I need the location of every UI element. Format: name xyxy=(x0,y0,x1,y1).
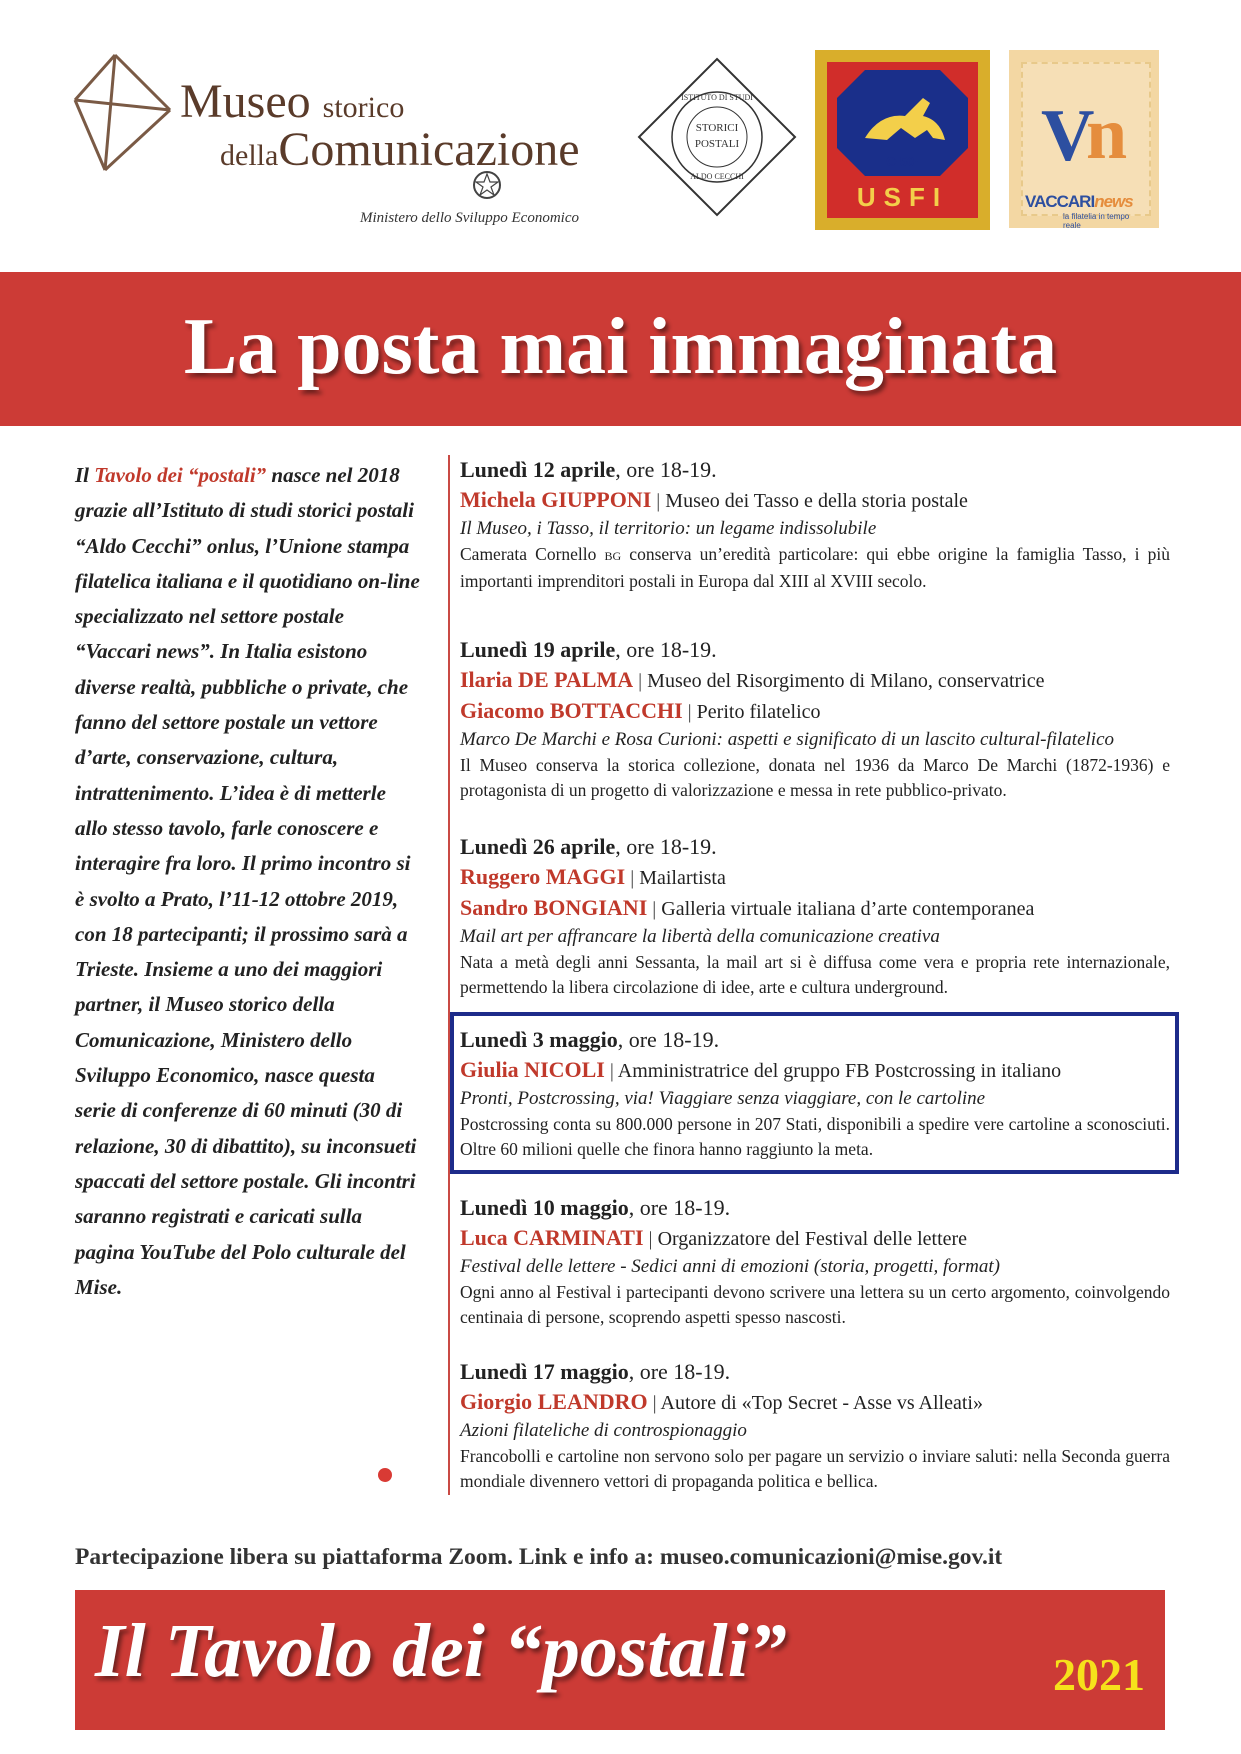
frame-logo-icon xyxy=(70,50,180,180)
svg-text:ALDO CECCHI: ALDO CECCHI xyxy=(690,172,744,181)
header xyxy=(0,0,1241,240)
svg-text:POSTALI: POSTALI xyxy=(694,138,740,150)
museo-name: Museo storico dellaComunicazione xyxy=(180,75,580,176)
intro-highlight: Tavolo dei “postali” xyxy=(94,463,267,487)
year-label: 2021 xyxy=(1053,1649,1145,1700)
bullet-dot-icon xyxy=(378,1468,392,1482)
svg-text:ISTITUTO DI STUDI: ISTITUTO DI STUDI xyxy=(681,93,753,102)
intro-text: Il Tavolo dei “postali” nasce nel 2018 grazie all’Istituto di studi storici postali “Aldo Cecchi” onlus, l’Unione stampa filatelica italiana e il quotidiano on-line specializzato nel settore postale “Vaccari news”. In Italia esistono diverse realtà, pubbliche o private, che fanno del settore postale un vettore d’arte, conservazione, cultura, intrattenimento. L’idea è di metterle allo stesso tavolo, farle conoscere e interagire fra loro. Il primo incontro si è svolto a Prato, l’11-12 ottobre 2019, con 18 partecipanti; il prossimo sarà a Trieste. Insieme a uno dei maggiori partner, il Museo storico della Comunicazione, Ministero dello Sviluppo Economico, nasce questa serie di conferenze di 60 minuti (30 di relazione, 30 di dibattito), su inconsueti spaccati del settore postale. Gli incontri saranno registrati e caricati sulla pagina YouTube del Polo culturale del Mise. xyxy=(75,458,420,1305)
event-item: Lunedì 19 aprile, ore 18-19. Ilaria DE PALMA | Museo del Risorgimento di Milano, conservatrice Giacomo BOTTACCHI | Perito filatelico Marco De Marchi e Rosa Curioni: aspetti e significato di un lascito cultural-filatelico Il Museo conserva la storica collezione, donata nel 1936 da Marco De Marchi (1872-1936) e protagonista di un progetto di valorizzazione e messa in rete pubblico-privato. xyxy=(460,637,1170,800)
istituto-seal-icon xyxy=(637,57,797,217)
event-item: Lunedì 26 aprile, ore 18-19. Ruggero MAGGI | Mailartista Sandro BONGIANI | Galleria virtuale italiana d’arte contemporanea Mail art per affrancare la libertà della comunicazione creativa Nata a metà degli anni Sessanta, la mail art si è diffusa come vera e propria rete internazionale, permettendo la libera circolazione di idee, arte e cultura underground. xyxy=(460,834,1170,997)
usfi-text: USFI xyxy=(856,182,949,212)
vaccari-news-logo: V n VACCARInews la filatelia in tempo reale xyxy=(1009,50,1159,228)
highlight-box xyxy=(450,1012,1179,1174)
svg-text:STORICI: STORICI xyxy=(695,122,739,134)
footer-info: Partecipazione libera su piattaforma Zoom. Link e info a: museo.comunicazioni@mise.gov.it xyxy=(75,1544,1003,1570)
page-title: La posta mai immaginata xyxy=(183,303,1058,391)
event-item: Lunedì 12 aprile, ore 18-19. Michela GIUPPONI | Museo dei Tasso e della storia postale Il Museo, i Tasso, il territorio: un legame indissolubile Camerata Cornello BG conserva un’eredità particolare: qui ebbe origine la famiglia Tasso, i più importanti imprenditori postali in Europa dal XIII al XVIII secolo. xyxy=(460,457,1170,591)
bottom-title: Il Tavolo dei “postali” xyxy=(95,1609,787,1693)
event-item: Lunedì 10 maggio, ore 18-19. Luca CARMINATI | Organizzatore del Festival delle lettere Festival delle lettere - Sedici anni di emozioni (storia, progetti, format) Ogni anno al Festival i partecipanti devono scrivere una lettera su un certo argomento, coinvolgendo centinaia di persone, scoprendo aspetti spesso nascosti. xyxy=(460,1195,1170,1327)
ministero-text: Ministero dello Sviluppo Economico xyxy=(360,210,579,226)
divider-line xyxy=(448,455,450,1495)
museo-logo xyxy=(70,50,630,240)
event-item: Lunedì 17 maggio, ore 18-19. Giorgio LEANDRO | Autore di «Top Secret - Asse vs Alleati» Azioni filateliche di controspionaggio Francobolli e cartoline non servono solo per pagare un servizio o inviare saluti: nella Seconda guerra mondiale divennero vettori di propaganda politica e bellica. xyxy=(460,1359,1170,1491)
event-item-highlighted: Lunedì 3 maggio, ore 18-19. Giulia NICOLI | Amministratrice del gruppo FB Postcrossing in italiano Pronti, Postcrossing, via! Viaggiare senza viaggiare, con le cartoline Postcrossing conta su 800.000 persone in 207 Stati, disponibili a spedire vere cartoline a sconosciuti. Oltre 60 milioni quelle che finora hanno raggiunto la meta. xyxy=(460,1027,1170,1159)
title-banner xyxy=(0,272,1241,426)
bottom-banner xyxy=(75,1590,1165,1730)
emblem-icon xyxy=(472,168,502,202)
usfi-logo: C·50· USFI xyxy=(815,50,990,230)
